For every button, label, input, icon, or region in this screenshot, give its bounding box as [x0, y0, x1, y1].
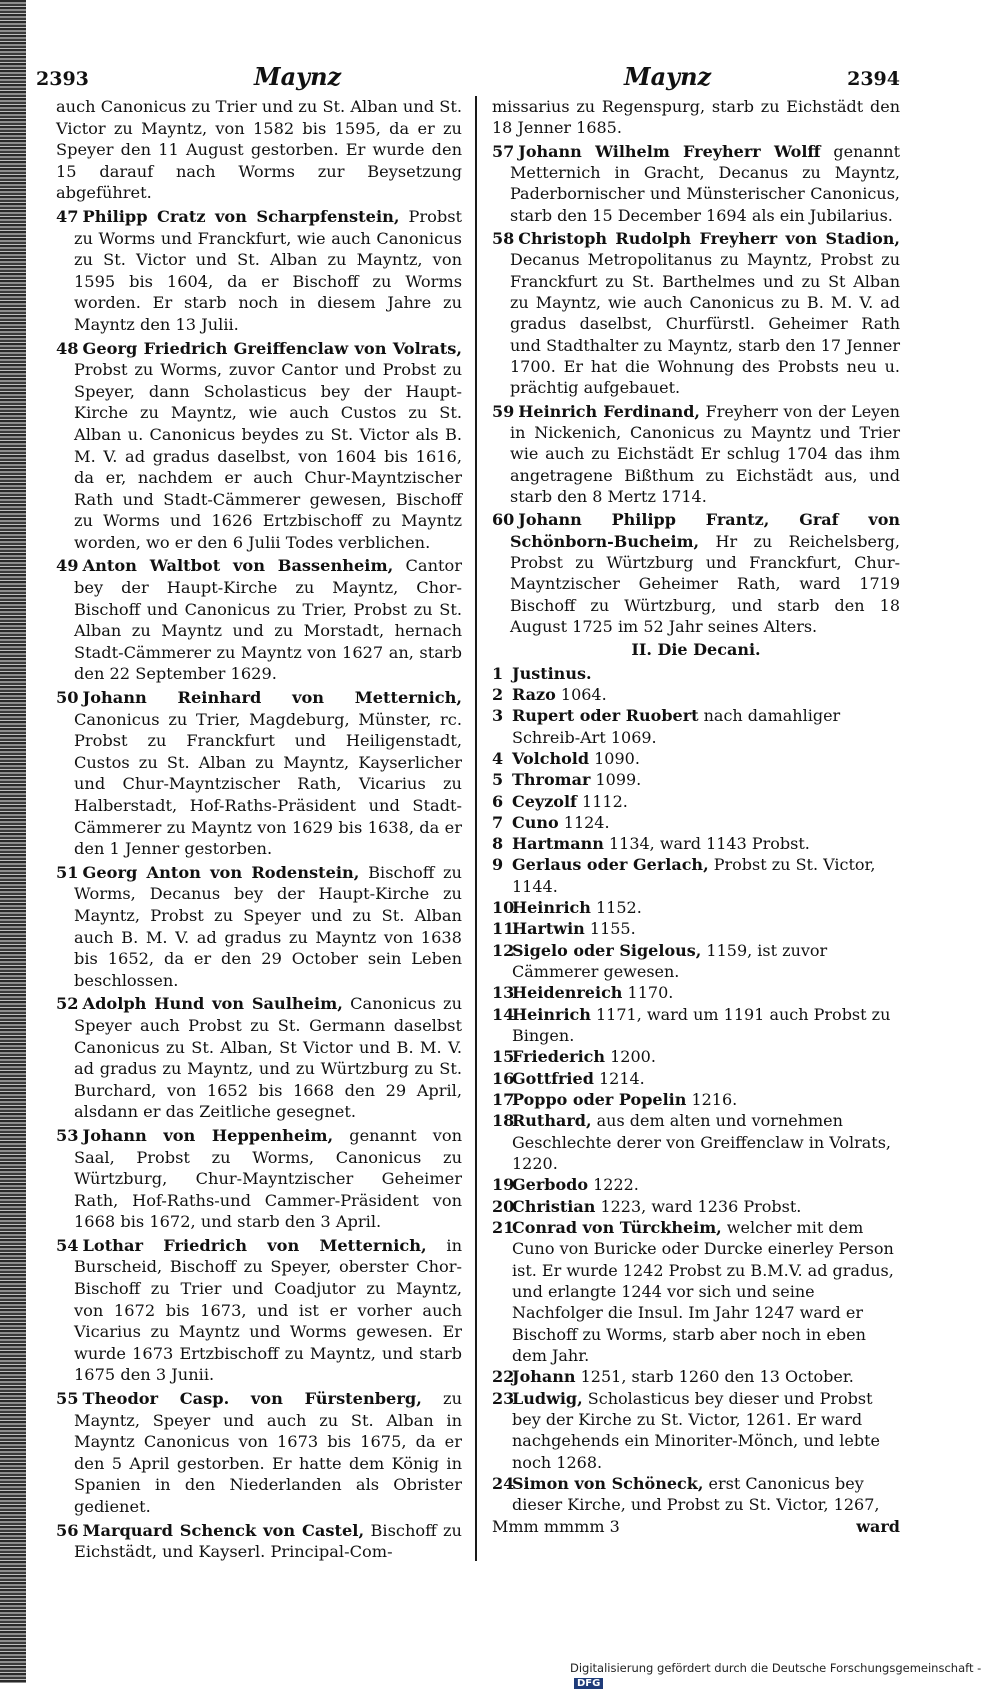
signature-line: [492, 1516, 900, 1537]
entry-text: Bischoff zu Eichstädt, und Kayserl. Principal-Com-: [74, 1520, 462, 1562]
entry-text: zu Mayntz, Speyer und auch zu St. Alban in Mayntz Canonicus von 1673 bis 1675, da er den 5 April gestorben. Er hatte dem König in Spanien in den Niederlanden als Obrister gedienet.: [74, 1389, 462, 1516]
entry-name: Gerlaus oder Gerlach,: [512, 855, 709, 875]
entry-name: Heinrich: [512, 898, 591, 918]
entry-text: 1223, ward 1236 Probst.: [595, 1196, 802, 1216]
decanus-entry: [492, 748, 900, 769]
decanus-entry: [492, 833, 900, 854]
entry-text: aus dem alten und vornehmen Geschlechte derer von Greiffenclaw in Volrats, 1220.: [512, 1111, 891, 1174]
decanus-entry: [492, 1388, 900, 1473]
entry-number: 54: [56, 1235, 79, 1255]
entry-name: Heinrich Ferdinand,: [518, 401, 700, 421]
entry-number: 16: [492, 1068, 515, 1088]
entry-text: Probst zu St. Victor, 1144.: [512, 855, 876, 896]
entry-text: 1112.: [576, 791, 628, 811]
entry-text: 1155.: [584, 919, 636, 939]
entry-text: auch Canonicus zu Trier und zu St. Alban und St. Victor zu Mayntz, von 1582 bis 1595, da er zu Speyer den 11 August gestorben. Er wurde den 15 darauf nach Worms zur Beysetzung abgeführet.: [56, 97, 462, 203]
entry-number: 2: [492, 684, 504, 704]
entry-number: 20: [492, 1196, 515, 1216]
provost-entry: [492, 228, 900, 399]
decanus-entry: [492, 1196, 900, 1217]
entry-text: missarius zu Regenspurg, starb zu Eichstädt den 18 Jenner 1685.: [492, 97, 900, 138]
entry-number: 11: [492, 919, 515, 939]
entry-text: welcher mit dem Cuno von Buricke oder Durcke einerley Person ist. Er wurde 1242 Probst zu B.M.V. ad gradus, und erlangte 1244 vor sich und seine Nachfolger die Insul. Im Jahr 1247 ward er Bischoff zu Worms, starb aber noch in eben dem Jahr.: [512, 1218, 894, 1366]
decanus-entry: [492, 1046, 900, 1067]
entry-name: Sigelo oder Sigelous,: [512, 940, 702, 960]
entry-number: 55: [56, 1389, 79, 1409]
decanus-entry: [492, 1110, 900, 1174]
entry-number: 59: [492, 401, 515, 421]
section-title: II. Die Decani.: [631, 640, 761, 660]
entry-text: Probst zu Worms und Franckfurt, wie auch Canonicus zu St. Victor und St. Alban zu Mayntz, von 1595 bis 1604, da er Bischoff zu Worms worden. Er starb noch in diesem Jahre zu Mayntz den 13 Julii.: [74, 206, 463, 334]
scan-binding-edge: [0, 0, 26, 1683]
provost-entry: [492, 141, 900, 226]
provost-entry: [56, 1235, 462, 1386]
provost-entry: [56, 862, 462, 992]
entry-number: 21: [492, 1218, 515, 1238]
entry-name: Poppo oder Popelin: [512, 1090, 687, 1110]
entry-number: 18: [492, 1111, 515, 1131]
entry-name: Ruthard,: [512, 1111, 592, 1131]
entry-text: 1214.: [593, 1068, 645, 1088]
decanus-entry: [492, 705, 900, 748]
decanus-entry: [492, 918, 900, 939]
decanus-entry: [492, 897, 900, 918]
entry-name: Adolph Hund von Saulheim,: [82, 994, 343, 1014]
entry-name: Simon von Schöneck,: [512, 1474, 704, 1493]
provost-entry: [492, 509, 900, 637]
entry-name: Gerbodo: [512, 1175, 588, 1195]
entry-number: 23: [492, 1388, 515, 1408]
provost-entry: [56, 1520, 462, 1563]
entry-text: 1171, ward um 1191 auch Probst zu Bingen.: [512, 1004, 891, 1046]
column-divider: [475, 96, 477, 1561]
entry-number: 19: [492, 1175, 515, 1195]
left-column: [56, 96, 462, 1571]
decanus-entry: [492, 769, 900, 790]
entry-name: Ludwig,: [512, 1388, 583, 1408]
right-column: [492, 96, 900, 1571]
entry-number: 53: [56, 1125, 79, 1145]
decanus-entry: [492, 940, 900, 983]
provost-entry: [56, 338, 462, 554]
entry-name: Anton Waltbot von Bassenheim,: [82, 556, 394, 576]
decanus-entry: [492, 1004, 900, 1047]
entry-name: Theodor Casp. von Fürstenberg,: [82, 1389, 422, 1409]
entry-text: Decanus Metropolitanus zu Mayntz, Probst zu Franckfurt zu St. Barthelmes und zu St Alban zu Mayntz, wie auch Canonicus zu B. M. V. ad gradus daselbst, Churfürstl. Geheimer Rath und Stadthalter zu Mayntz, starb den 17 Jenner 1700. Er hat die Wohnung des Probsts neu u. prächtig aufgebauet.: [510, 250, 900, 398]
digitization-footer: [570, 1661, 990, 1689]
entry-number: 52: [56, 994, 79, 1014]
entry-number: 9: [492, 855, 504, 875]
entry-text: Canonicus zu Trier, Magdeburg, Münster, rc. Probst zu Franckfurt und Heiligenstadt, Custos zu St. Alban zu Mayntz, Kayserlicher und Chur-Mayntzischer Rath, Vicarius zu Halberstadt, Hof-Raths-Präsident und Stadt-Cämmerer zu Mayntz von 1629 bis 1638, da er den 1 Jenner gestorben.: [74, 709, 462, 859]
running-head-right: Maynz: [624, 62, 712, 91]
decanus-entry: [492, 1089, 900, 1110]
entry-name: Rupert oder Ruobert: [512, 706, 699, 726]
provost-entry: [492, 401, 900, 508]
entry-name: Conrad von Türckheim,: [512, 1218, 722, 1238]
entry-text: Scholasticus bey dieser und Probst bey der Kirche zu St. Victor, 1261. Er ward nachgehends ein Minoriter-Mönch, und lebte noch 1268.: [512, 1388, 880, 1472]
entry-text: 1064.: [555, 684, 607, 704]
entry-name: Johann Reinhard von Metternich,: [82, 688, 462, 708]
entry-name: Volchold: [512, 748, 590, 768]
entry-number: 47: [56, 206, 79, 226]
entry-number: 48: [56, 338, 79, 358]
entry-text: Bischoff zu Worms, Decanus bey der Haupt-Kirche zu Mayntz, Probst zu Speyer und zu St. Alban auch B. M. V. ad gradus zu Mayntz von 1638 bis 1652, da er den 29 October sein Leben beschlossen.: [74, 862, 462, 990]
entry-number: 50: [56, 688, 79, 708]
decani-list: [492, 663, 900, 1516]
decanus-entry: [492, 812, 900, 833]
entry-text: 1134, ward 1143 Probst.: [603, 834, 810, 854]
entry-number: 10: [492, 898, 515, 918]
entry-text: Canonicus zu Speyer auch Probst zu St. Germann daselbst Canonicus zu St. Alban, St Victor und B. M. V. ad gradus zu Mayntz, und zu Würtzburg zu St. Burchard, von 1652 bis 1668 den 29 April, alsdann er das Zeitliche gesegnet.: [74, 994, 462, 1122]
entry-name: Johann Philipp Frantz, Graf von Schönborn-Bucheim,: [510, 510, 900, 551]
entry-number: 60: [492, 510, 515, 530]
entry-number: 56: [56, 1520, 79, 1540]
dfg-logo: DFG: [574, 1678, 603, 1689]
entry-text: in Burscheid, Bischoff zu Speyer, oberster Chor-Bischoff zu Trier und Coadjutor zu Mayntz, von 1672 bis 1673, und ist er vorher auch Vicarius zu Mayntz und Worms gewesen. Er wurde 1673 Ertzbischoff zu Mayntz, und starb 1675 den 3 Junii.: [74, 1235, 463, 1385]
entry-name: Johann von Heppenheim,: [82, 1125, 334, 1145]
entry-number: 6: [492, 791, 504, 811]
entry-name: Thromar: [512, 770, 591, 790]
entry-number: 24: [492, 1474, 515, 1493]
provost-entry: [492, 96, 900, 139]
entry-text: Cantor bey der Haupt-Kirche zu Mayntz, Chor-Bischoff und Canonicus zu Trier, Probst zu St. Alban zu Mayntz und zu Morstadt, hernach Stadt-Cämmerer zu Mayntz von 1627 an, starb den 22 September 1629.: [74, 556, 462, 684]
entry-name: Hartwin: [512, 919, 585, 939]
entry-name: Cuno: [512, 812, 559, 832]
signature-mark: Mmm mmmm 3: [492, 1516, 620, 1536]
entry-text: 1124.: [558, 812, 610, 832]
provost-entry: [56, 1125, 462, 1233]
decanus-entry: [492, 1068, 900, 1089]
entry-text: 1090.: [589, 748, 640, 768]
entry-name: Christian: [512, 1196, 596, 1216]
entry-name: Justinus.: [512, 663, 592, 683]
entry-text: 1251, starb 1260 den 13 October.: [575, 1367, 854, 1387]
entry-text: erst Canonicus bey dieser Kirche, und Probst zu St. Victor, 1267,: [512, 1474, 880, 1515]
decanus-entry: [492, 684, 900, 705]
entry-text: 1222.: [588, 1175, 639, 1195]
entry-name: Johann: [512, 1367, 576, 1387]
entry-name: Razo: [512, 684, 556, 704]
entry-name: Marquard Schenck von Castel,: [82, 1520, 365, 1540]
entry-text: Freyherr von der Leyen in Nickenich, Canonicus zu Mayntz und Trier wie auch zu Eichstädt Er schlug 1704 das ihm angetragene Bißthum zu Eichstädt aus, und starb den 8 Mertz 1714.: [510, 401, 900, 506]
entry-number: 5: [492, 770, 504, 790]
provost-entry: [56, 206, 462, 336]
entry-number: 14: [492, 1004, 515, 1024]
entry-text: genannt Metternich in Gracht, Decanus zu Mayntz, Paderbornischer und Münsterischer Canonicus, starb den 15 December 1694 als ein Jubilarius.: [510, 141, 900, 225]
running-head-left: Maynz: [254, 62, 342, 91]
entry-name: Hartmann: [512, 834, 604, 854]
provost-entry: [56, 993, 462, 1123]
entry-number: 17: [492, 1090, 515, 1110]
entry-text: nach damahliger Schreib-Art 1069.: [512, 706, 841, 747]
decanus-entry: [492, 1473, 900, 1516]
provost-entry: [56, 555, 462, 685]
entry-number: 49: [56, 556, 79, 576]
entry-name: Philipp Cratz von Scharpfenstein,: [82, 206, 400, 226]
decanus-entry: [492, 854, 900, 897]
decanus-entry: [492, 1174, 900, 1195]
entry-number: 58: [492, 228, 515, 248]
decanus-entry: [492, 791, 900, 812]
decanus-entry: [492, 1366, 900, 1387]
decanus-entry: [492, 663, 900, 684]
page-header: [36, 58, 900, 98]
entry-text: 1170.: [622, 983, 674, 1003]
entry-number: 7: [492, 812, 504, 832]
entry-text: Probst zu Worms, zuvor Cantor und Probst zu Speyer, dann Scholasticus bey der Haupt-Kirche zu Mayntz, wie auch Custos zu St. Alban u. Canonicus beydes zu St. Victor als B. M. V. ad gradus daselbst, von 1604 bis 1616, da er, nachdem er auch Chur-Mayntzischer Rath und Stadt-Cämmerer gewesen, Bischoff zu Worms und 1626 Ertzbischoff zu Mayntz worden, wo er den 6 Julii Todes verblichen.: [74, 360, 462, 552]
entry-name: Christoph Rudolph Freyherr von Stadion,: [518, 228, 900, 248]
entry-number: 12: [492, 940, 515, 960]
provost-entry: [56, 687, 462, 860]
entry-text: 1159, ist zuvor Cämmerer gewesen.: [512, 940, 828, 982]
entry-name: Georg Anton von Rodenstein,: [82, 862, 360, 882]
decanus-entry: [492, 1217, 900, 1366]
entry-number: 15: [492, 1047, 515, 1067]
entry-number: 22: [492, 1367, 515, 1387]
entry-number: 1: [492, 663, 504, 683]
entry-name: Ceyzolf: [512, 791, 577, 811]
entry-name: Heidenreich: [512, 983, 623, 1003]
entry-text: 1099.: [590, 770, 642, 790]
entry-text: Hr zu Reichelsberg, Probst zu Würtzburg und Franckfurt, Chur-Mayntzischer Geheimer Rath, ward 1719 Bischoff zu Würtzburg, und starb den 18 August 1725 im 52 Jahr seines Alters.: [510, 531, 900, 636]
entry-text: 1152.: [590, 898, 642, 918]
entry-number: 4: [492, 748, 504, 768]
entry-name: Lothar Friedrich von Metternich,: [82, 1235, 427, 1255]
entry-number: 51: [56, 862, 79, 882]
provost-entry: [56, 1388, 462, 1518]
entry-text: 1216.: [686, 1090, 738, 1110]
entry-number: 13: [492, 983, 515, 1003]
entry-text: 1200.: [605, 1047, 656, 1067]
entry-name: Gottfried: [512, 1068, 594, 1088]
footer-text: Digitalisierung gefördert durch die Deutsche Forschungsgemeinschaft -: [570, 1661, 982, 1675]
decanus-entry: [492, 982, 900, 1003]
entry-number: 57: [492, 141, 515, 161]
page-number-left: 2393: [36, 68, 89, 90]
catchword: ward: [856, 1516, 900, 1536]
entry-name: Heinrich: [512, 1004, 591, 1024]
entry-text: genannt von Saal, Probst zu Worms, Canonicus zu Würtzburg, Chur-Mayntzischer Geheimer Rath, Hof-Raths-und Cammer-Präsident von 1668 bis 1672, und starb den 3 April.: [74, 1125, 463, 1232]
entry-name: Johann Wilhelm Freyherr Wolff: [518, 141, 821, 161]
right-entries: [492, 96, 900, 637]
entry-number: 3: [492, 706, 504, 726]
entry-number: 8: [492, 834, 504, 854]
provost-entry: [56, 96, 462, 204]
page-number-right: 2394: [847, 68, 900, 90]
entry-name: Georg Friedrich Greiffenclaw von Volrats,: [82, 338, 462, 358]
entry-name: Friederich: [512, 1047, 606, 1067]
